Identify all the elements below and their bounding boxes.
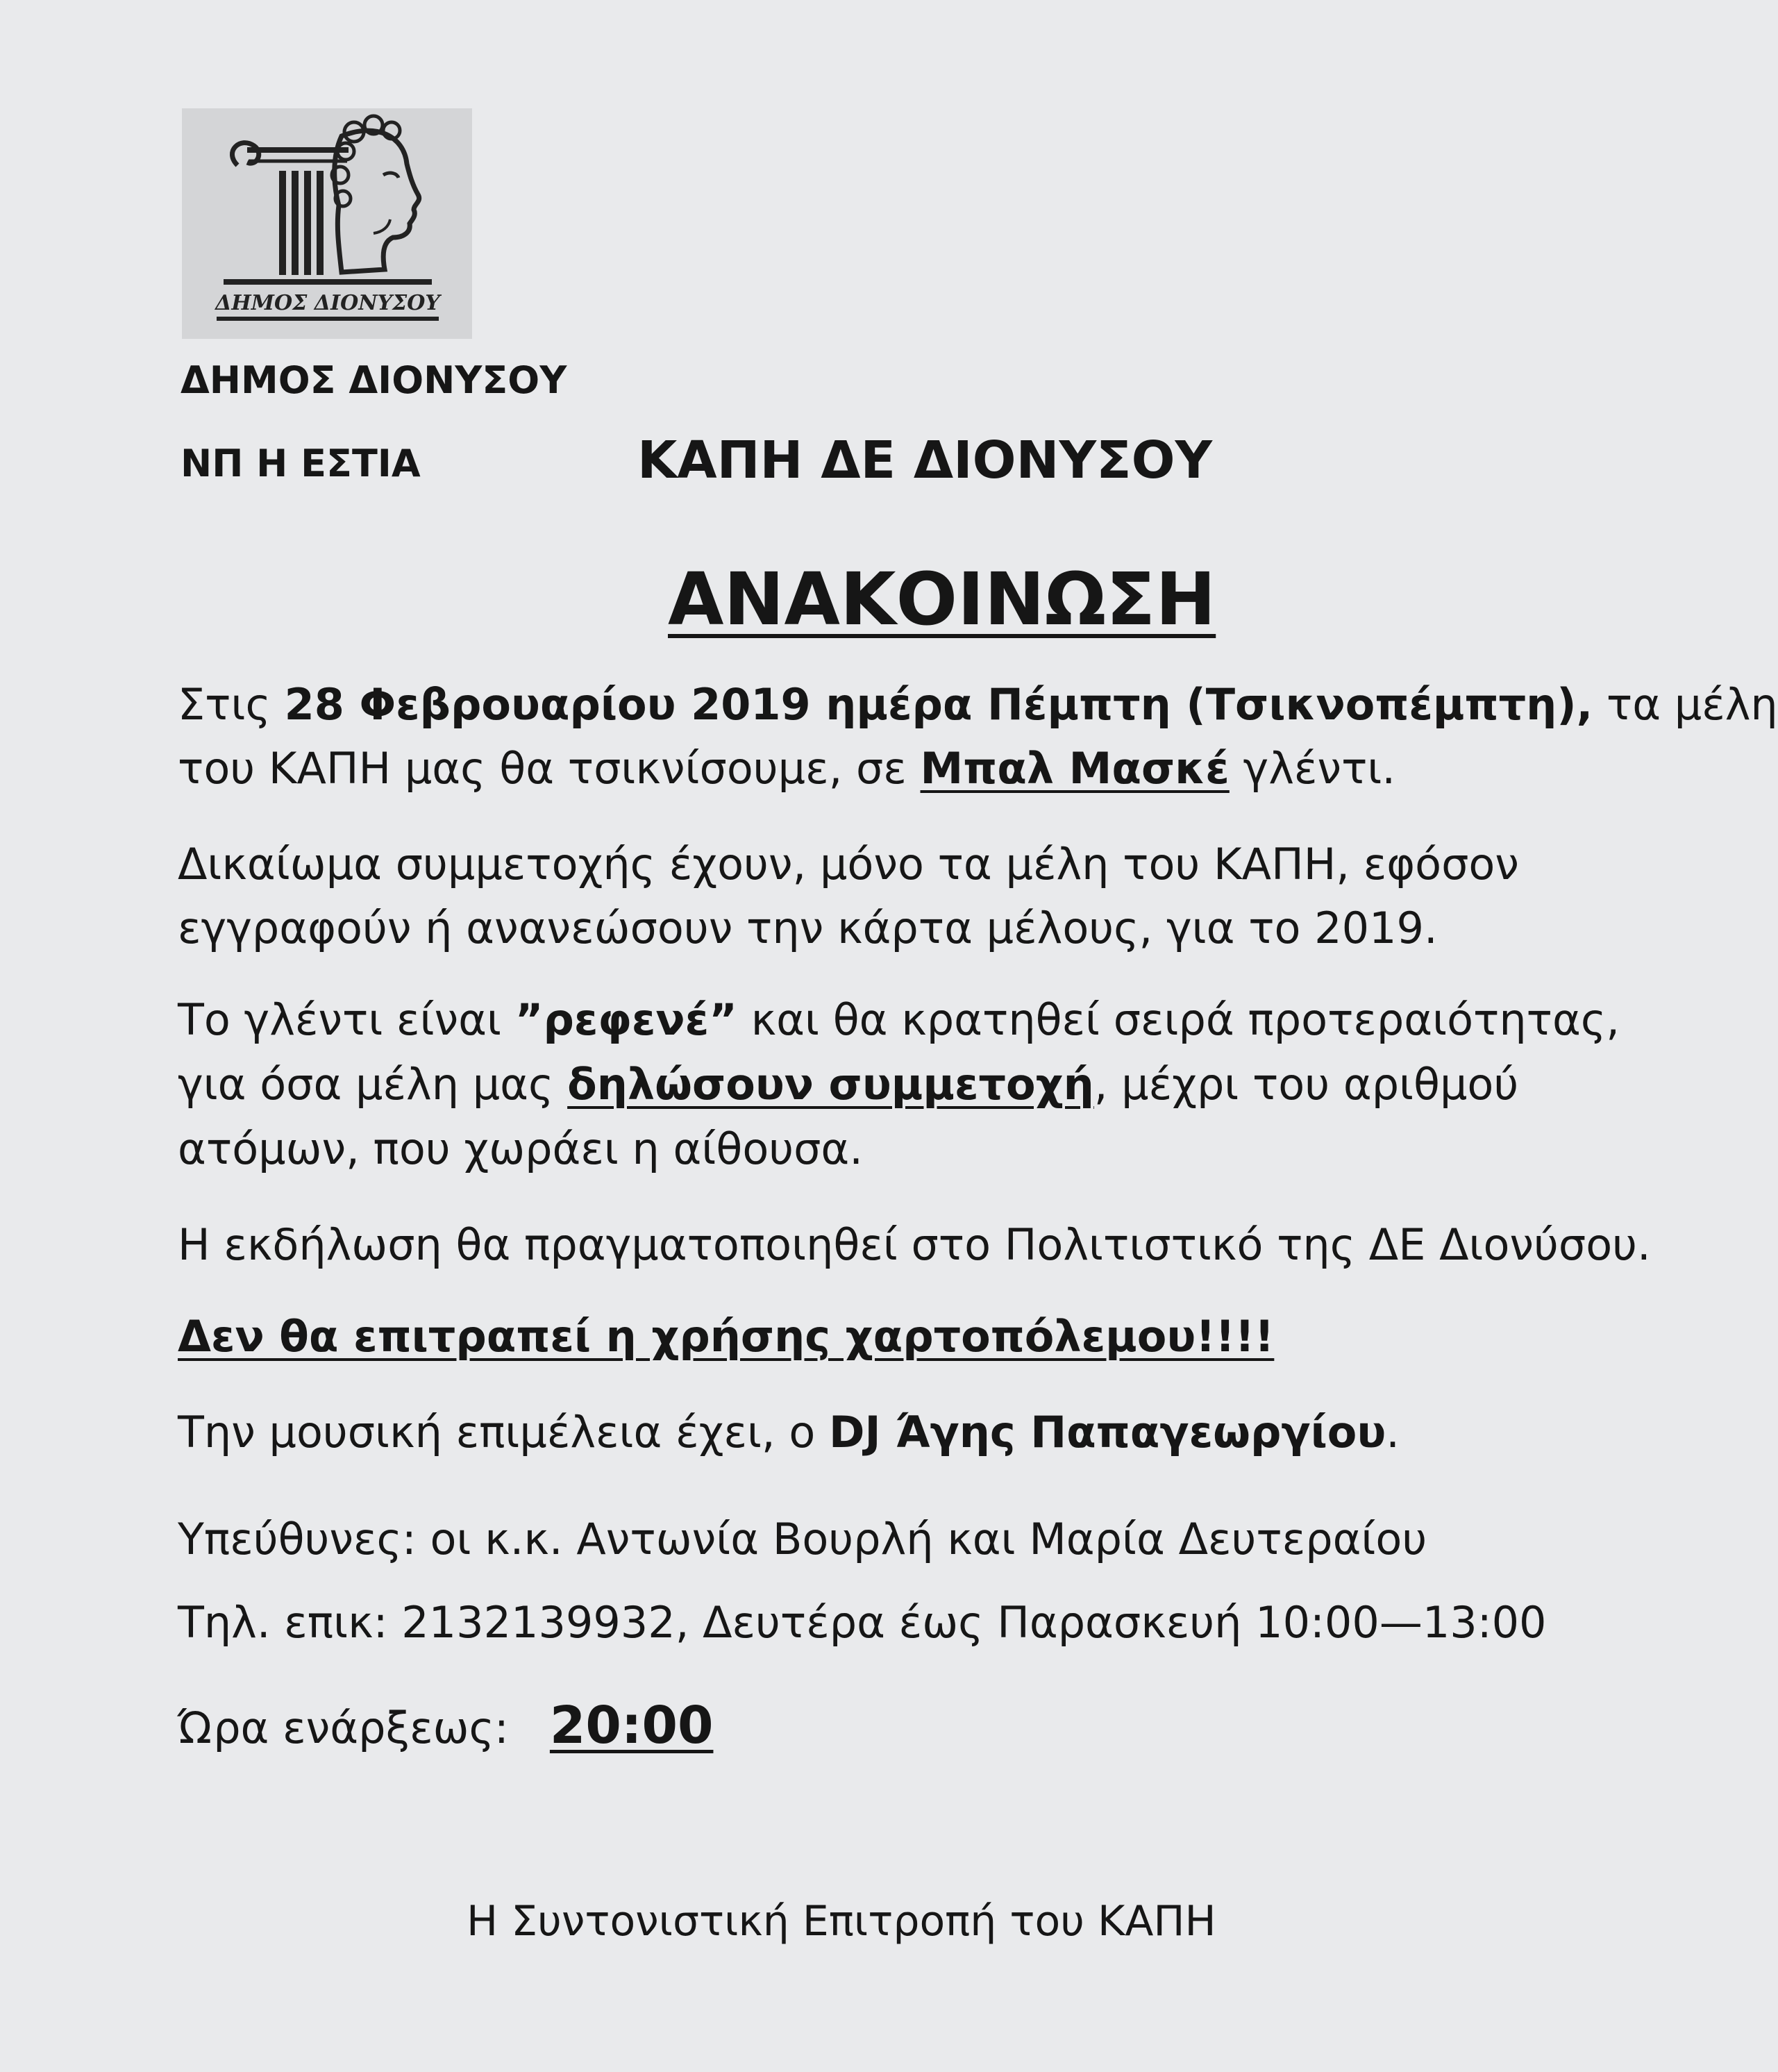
text-segment: και θα κρατηθεί σειρά προτεραιότητας, — [737, 994, 1620, 1045]
confetti-warning: Δεν θα επιτραπεί η χρήσης χαρτοπόλεμου!!!! — [178, 1311, 1275, 1362]
registration-line — [178, 1059, 1518, 1110]
text-segment: του ΚΑΠΗ μας θα τσικνίσουμε, σε — [178, 743, 921, 794]
text-segment: Στις — [178, 679, 285, 730]
eligibility-line-2: εγγραφούν ή ανανεώσουν την κάρτα μέλους, για το 2019. — [178, 903, 1438, 953]
text-segment: γλέντι. — [1229, 743, 1396, 794]
text-segment: Την μουσική επιμέλεια έχει, ο — [178, 1407, 829, 1457]
text-segment: Το γλέντι είναι — [178, 994, 515, 1045]
text-segment: . — [1386, 1407, 1400, 1457]
paragraph-date-line — [178, 679, 1778, 730]
kapi-heading: ΚΑΠΗ ΔΕ ΔΙΟΝΥΣΟΥ — [637, 431, 1213, 490]
refene-term: ”ρεφενέ” — [514, 994, 737, 1045]
eligibility-line-1: Δικαίωμα συμμετοχής έχουν, μόνο τα μέλη του ΚΑΠΗ, εφόσον — [178, 839, 1519, 889]
warning-line — [178, 1311, 1274, 1362]
venue-line: Η εκδήλωση θα πραγματοποιηθεί στο Πολιτιστικό της ΔΕ Διονύσου. — [178, 1219, 1651, 1270]
text-segment: , μέχρι του αριθμού — [1093, 1059, 1519, 1110]
start-time-line — [178, 1696, 713, 1755]
organization-name: ΝΠ Η ΕΣΤΙΑ — [181, 442, 421, 485]
dionysus-head-icon — [182, 108, 472, 339]
declare-participation: δηλώσουν συμμετοχή — [567, 1059, 1094, 1110]
municipality-name: ΔΗΜΟΣ ΔΙΟΝΥΣΟΥ — [181, 358, 567, 402]
start-time-label: Ώρα ενάρξεως: — [178, 1703, 550, 1753]
paragraph-event-line — [178, 743, 1395, 794]
text-segment: για όσα μέλη μας — [178, 1059, 568, 1110]
refene-line — [178, 994, 1620, 1045]
phone-line: Τηλ. επικ: 2132139932, Δευτέρα έως Παρασκευή 10:00—13:00 — [178, 1597, 1547, 1648]
announcement-title: ΑΝΑΚΟΙΝΩΣΗ — [668, 557, 1216, 642]
capacity-line: ατόμων, που χωράει η αίθουσα. — [178, 1123, 864, 1174]
dj-name: DJ Άγης Παπαγεωργίου — [829, 1407, 1386, 1457]
signature: Η Συντονιστική Επιτροπή του ΚΑΠΗ — [467, 1897, 1216, 1946]
start-time-value: 20:00 — [549, 1696, 714, 1755]
municipality-logo — [182, 108, 472, 339]
music-line — [178, 1407, 1400, 1457]
event-date: 28 Φεβρουαρίου 2019 ημέρα Πέμπτη (Τσικνοπέμπτη), — [284, 679, 1593, 730]
logo-caption: ΔΗΜΟΣ ΔΙΟΝΥΣΟΥ — [215, 291, 440, 315]
responsible-line: Υπεύθυνες: οι κ.κ. Αντωνία Βουρλή και Μαρία Δευτεραίου — [178, 1514, 1427, 1564]
event-name: Μπαλ Μασκέ — [920, 743, 1230, 794]
text-segment: τα μέλη — [1593, 679, 1778, 730]
